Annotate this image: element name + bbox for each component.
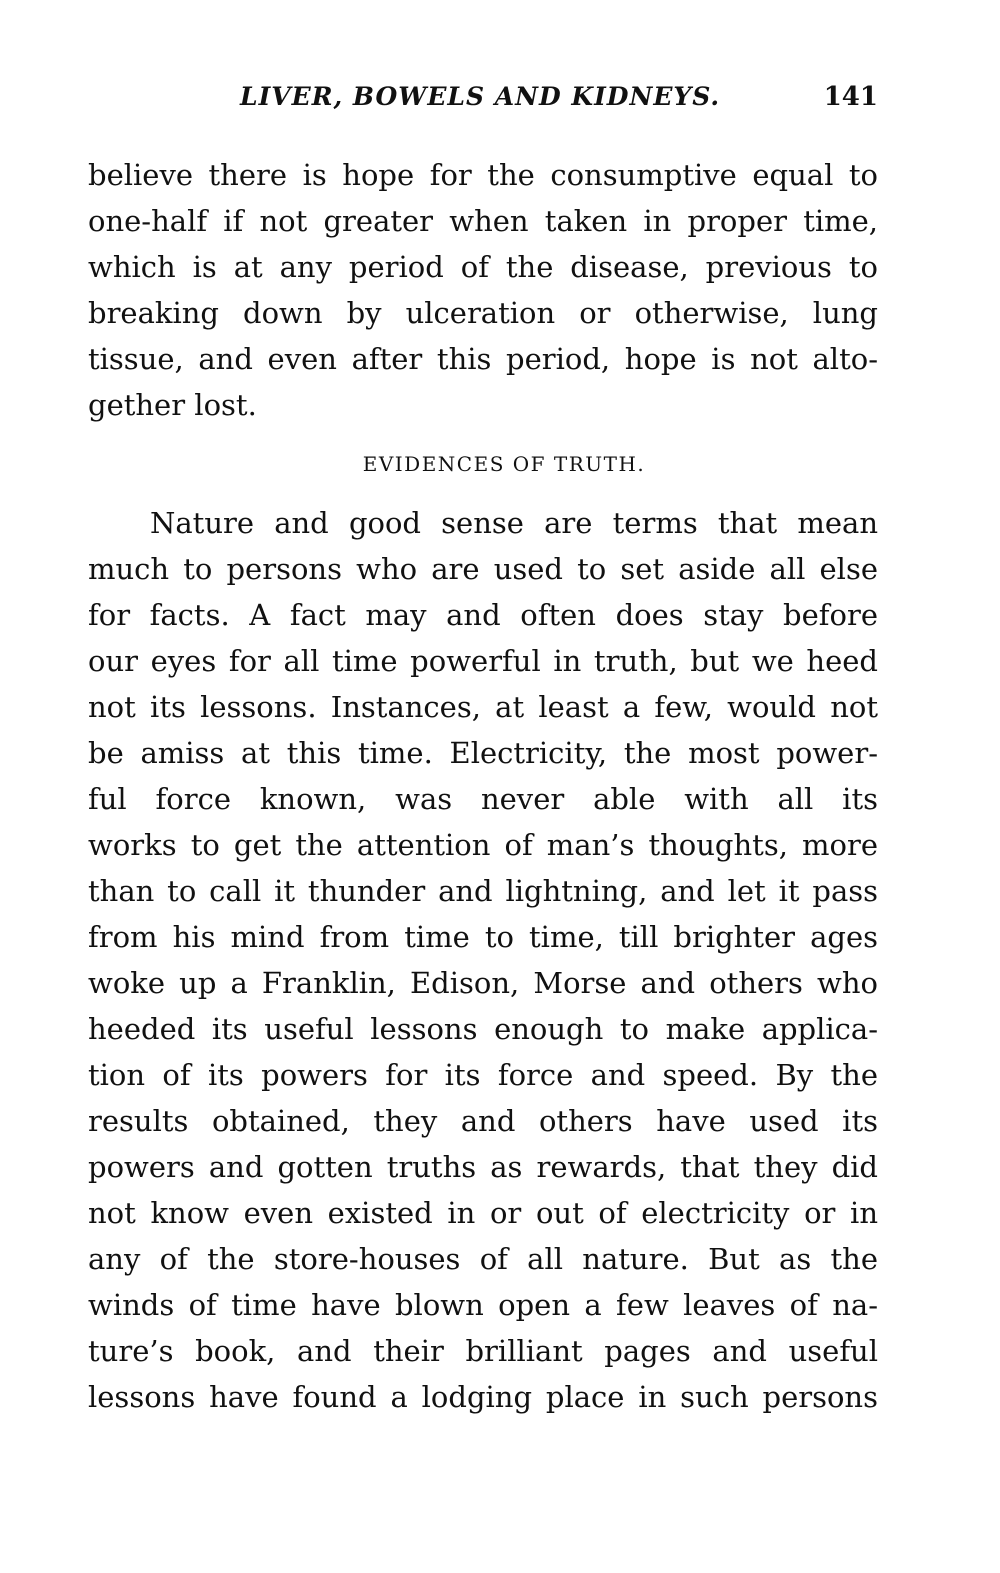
text-line: not its lessons. Instances, at least a few, would not [88,690,878,724]
text-line: works to get the attention of man’s thoughts, more [88,828,878,862]
text-line: from his mind from time to time, till brighter ages [88,920,878,954]
section-heading: EVIDENCES OF TRUTH. [362,452,646,476]
text-line: heeded its useful lessons enough to make applica- [88,1012,878,1046]
text-line: any of the store-houses of all nature. But as the [88,1242,878,1276]
text-line: than to call it thunder and lightning, and let it pass [88,874,878,908]
text-line: which is at any period of the disease, previous to [88,250,878,284]
text-line: woke up a Franklin, Edison, Morse and others who [88,966,878,1000]
text-line: gether lost. [88,388,257,422]
text-line: winds of time have blown open a few leaves of na- [88,1288,878,1322]
text-line: ture’s book, and their brilliant pages and useful [88,1334,878,1368]
text-line: results obtained, they and others have used its [88,1104,878,1138]
text-line: tissue, and even after this period, hope is not alto- [88,342,878,376]
text-line: for facts. A fact may and often does stay before [88,598,878,632]
text-line: lessons have found a lodging place in such persons [88,1380,878,1414]
text-line: not know even existed in or out of electricity or in [88,1196,878,1230]
running-head: LIVER, BOWELS AND KIDNEYS. [240,82,721,111]
text-line: much to persons who are used to set aside all else [88,552,878,586]
text-line: ful force known, was never able with all its [88,782,878,816]
text-line: our eyes for all time powerful in truth, but we heed [88,644,878,678]
text-line: breaking down by ulceration or otherwise, lung [88,296,878,330]
text-line: one-half if not greater when taken in proper time, [88,204,878,238]
text-line: powers and gotten truths as rewards, that they did [88,1150,878,1184]
page-number: 141 [823,82,878,112]
text-line: tion of its powers for its force and speed. By the [88,1058,878,1092]
text-line: believe there is hope for the consumptive equal to [88,158,878,192]
text-line: be amiss at this time. Electricity, the most power- [88,736,878,770]
text-line: Nature and good sense are terms that mean [150,506,878,540]
